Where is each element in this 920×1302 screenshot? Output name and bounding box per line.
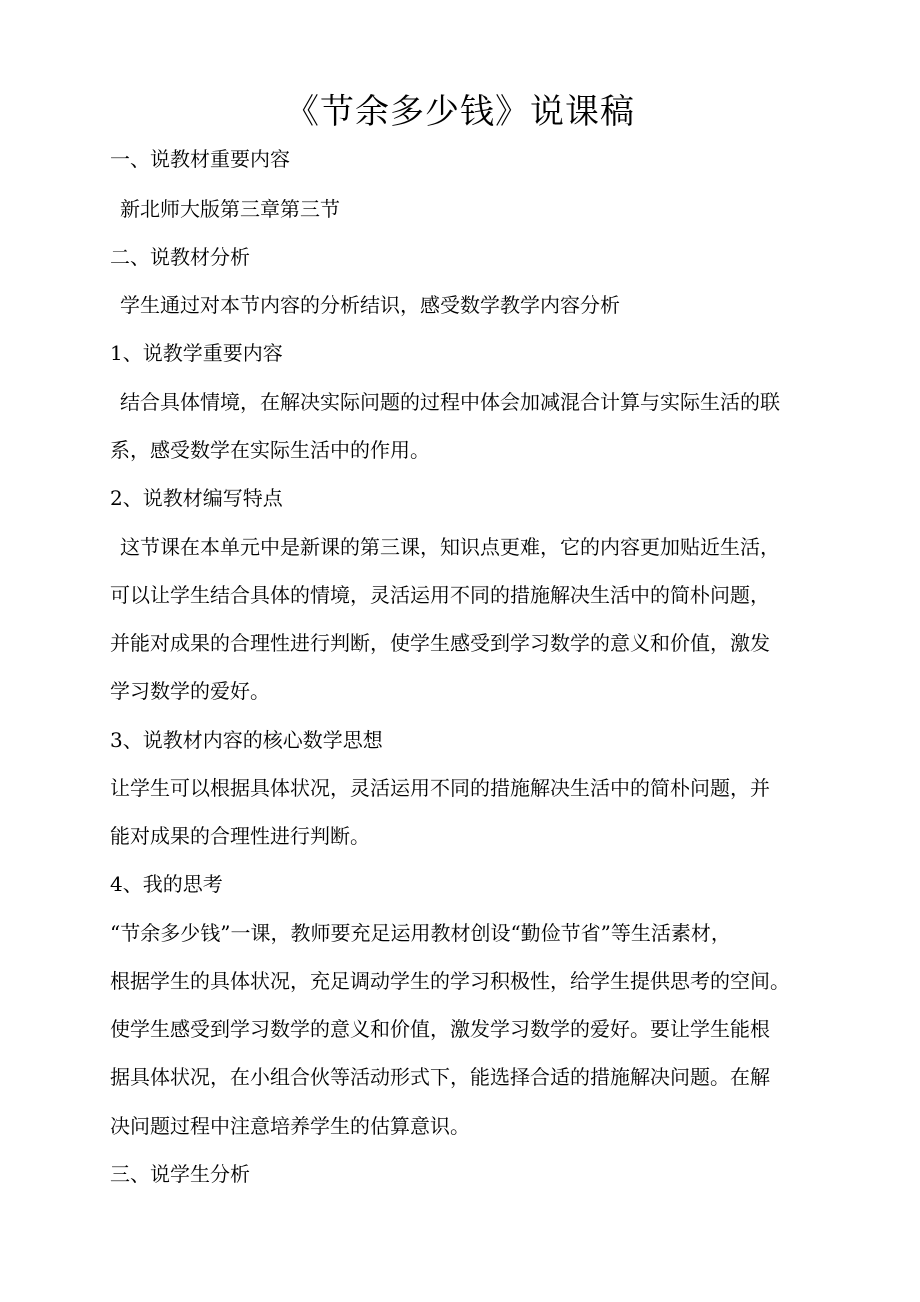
paragraph-line: 结合具体情境，在解决实际问题的过程中体会加减混合计算与实际生活的联 — [120, 390, 780, 414]
section-heading: 三、说学生分析 — [110, 1162, 250, 1186]
paragraph-line: 系，感受数学在实际生活中的作用。 — [110, 438, 430, 462]
paragraph-line: “节余多少钱”一课，教师要充足运用教材创设“勤俭节省”等生活素材， — [110, 921, 731, 945]
document-title: 《节余多少钱》说课稿 — [285, 92, 635, 132]
paragraph-line: 能对成果的合理性进行判断。 — [110, 824, 370, 848]
subsection-heading: 4、我的思考 — [110, 872, 223, 896]
paragraph-line: 让学生可以根据具体状况，灵活运用不同的措施解决生活中的简朴问题，并 — [110, 776, 770, 800]
subsection-heading: 2、说教材编写特点 — [110, 486, 283, 510]
paragraph-line: 学习数学的爱好。 — [110, 679, 270, 703]
paragraph-line: 据具体状况，在小组合伙等活动形式下，能选择合适的措施解决问题。在解 — [110, 1065, 770, 1089]
paragraph-line: 新北师大版第三章第三节 — [120, 197, 340, 221]
paragraph-line: 这节课在本单元中是新课的第三课，知识点更难，它的内容更加贴近生活， — [120, 535, 780, 559]
paragraph-line: 使学生感受到学习数学的意义和价值，激发学习数学的爱好。要让学生能根 — [110, 1017, 770, 1041]
paragraph-line: 学生通过对本节内容的分析结识，感受数学教学内容分析 — [120, 293, 620, 317]
paragraph-line: 并能对成果的合理性进行判断，使学生感受到学习数学的意义和价值，激发 — [110, 631, 770, 655]
subsection-heading: 3、说教材内容的核心数学思想 — [110, 728, 383, 752]
paragraph-line: 可以让学生结合具体的情境，灵活运用不同的措施解决生活中的简朴问题， — [110, 583, 770, 607]
paragraph-line: 根据学生的具体状况，充足调动学生的学习积极性，给学生提供思考的空间。 — [110, 969, 790, 993]
subsection-heading: 1、说教学重要内容 — [110, 341, 283, 365]
paragraph-line: 决问题过程中注意培养学生的估算意识。 — [110, 1114, 470, 1138]
section-heading: 一、说教材重要内容 — [110, 147, 290, 171]
section-heading: 二、说教材分析 — [110, 245, 250, 269]
